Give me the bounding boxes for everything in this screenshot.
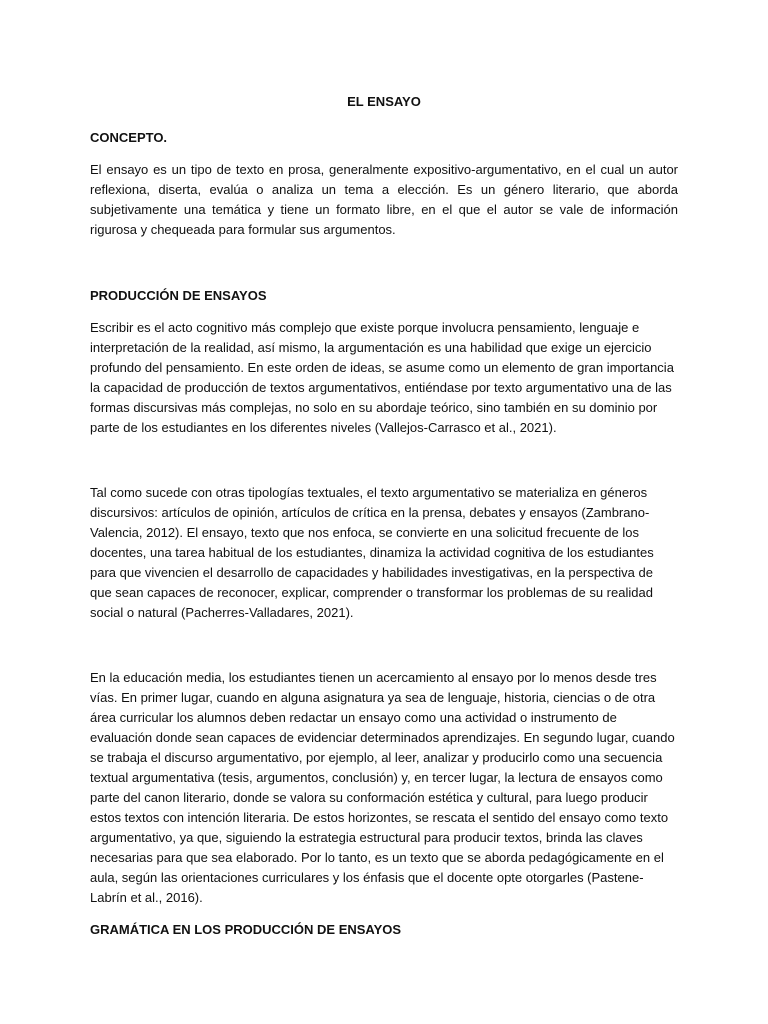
section-heading-gramatica: GRAMÁTICA EN LOS PRODUCCIÓN DE ENSAYOS bbox=[90, 922, 402, 937]
paragraph-produccion-3: En la educación media, los estudiantes tienen un acercamiento al ensayo por lo menos desde tres vías. En primer lugar, cuando en alguna asignatura ya sea de lenguaje, historia, ciencias o de otra área curricular los alumnos deben redactar un ensayo como una actividad o instrumento de evaluación donde sean capaces de evidenciar determinados aprendizajes. En segundo lugar, cuando se trabaja el discurso argumentativo, por ejemplo, al leer, analizar y producirlo como una secuencia textual argumentativa (tesis, argumentos, conclusión) y, en tercer lugar, la lectura de ensayos como parte del canon literario, donde se valora su conformación estética y cultural, para luego producir estos textos con intención literaria. De estos horizontes, se rescata el sentido del ensayo como texto argumentativo, ya que, siguiendo la estrategia estructural para producir textos, brinda las claves necesarias para que sea elaborado. Por lo tanto, es un texto que se aborda pedagógicamente en el aula, según las orientaciones curriculares y los énfasis que el docente opte otorgarles (Pastene-Labrín et al., 2016). bbox=[90, 670, 675, 905]
paragraph-concepto: El ensayo es un tipo de texto en prosa, generalmente expositivo-argumentativo, en el cual un autor reflexiona, diserta, evalúa o analiza un tema a elección. Es un género literario, que aborda subjetivamente una temática y tiene un formato libre, en el que el autor se vale de información rigurosa y chequeada para formular sus argumentos. bbox=[90, 162, 678, 237]
paragraph-produccion-2: Tal como sucede con otras tipologías textuales, el texto argumentativo se materializa en géneros discursivos: artículos de opinión, artículos de crítica en la prensa, debates y ensayos (Zambrano-Valencia, 2012). El ensayo, texto que nos enfoca, se convierte en una solicitud frecuente de los docentes, una tarea habitual de los estudiantes, dinamiza la actividad cognitiva de los estudiantes para que vivencien el desarrollo de capacidades y habilidades investigativas, en la perspectiva de que sean capaces de reconocer, explicar, comprender o transformar los problemas de su realidad social o natural (Pacherres-Valladares, 2021). bbox=[90, 485, 654, 620]
document-title: EL ENSAYO bbox=[347, 94, 421, 109]
section-heading-concepto: CONCEPTO. bbox=[90, 130, 168, 145]
document-body bbox=[90, 92, 678, 952]
paragraph-produccion-1: Escribir es el acto cognitivo más complejo que existe porque involucra pensamiento, lenguaje e interpretación de la realidad, así mismo, la argumentación es una habilidad que exige un ejercicio profundo del pensamiento. En este orden de ideas, se asume como un elemento de gran importancia la capacidad de producción de textos argumentativos, entiéndase por texto argumentativo una de las formas discursivas más complejas, no solo en su abordaje teórico, sino también en su dominio por parte de los estudiantes en los diferentes niveles (Vallejos-Carrasco et al., 2021). bbox=[90, 320, 674, 435]
section-heading-produccion: PRODUCCIÓN DE ENSAYOS bbox=[90, 288, 267, 303]
